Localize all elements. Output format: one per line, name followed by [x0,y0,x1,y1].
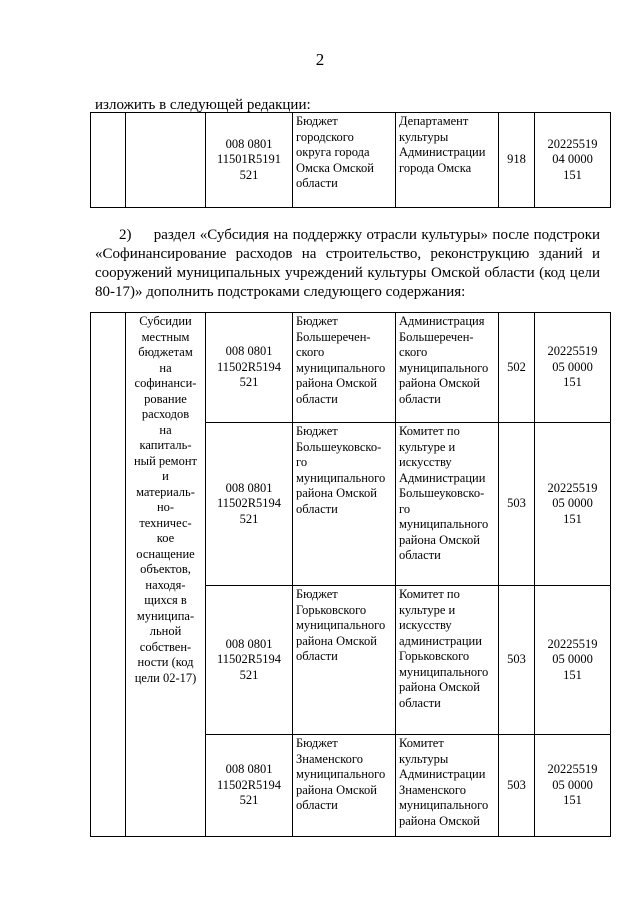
subsidy-label: Субсидии местным бюджетам на софинанси- рование расходов на капиталь- ный ремонт и материаль- но- техничес- кое оснащение объектов, находя- щихся в муниципа- льной собствен- ности (код цели 02-17) [126,313,206,837]
table-cell-budget: Бюджет Горьковского муниципального района Омской области [293,586,396,735]
table-cell-num: 503 [499,586,535,735]
table-cell-num: 918 [499,113,535,208]
paragraph-2 [95,226,600,302]
paragraph-text: раздел «Субсидия на поддержку отрасли культуры» после подстроки «Софинансирование расходов на строительство, реконструкцию зданий и сооружений муниципальных учреждений культуры Омской области (код цели 80-17)» дополнить подстроками следующего содержания: [95,227,601,300]
table-cell-num: 503 [499,423,535,586]
table-cell-admin: Комитет культуры Администрации Знаменского муниципального района Омской [396,735,499,837]
table-2 [90,312,611,837]
table-cell-index [91,313,126,837]
table-cell-budget: Бюджет Знаменского муниципального района Омской области [293,735,396,837]
table-cell-budget: Бюджет Большеуковско- го муниципального района Омской области [293,423,396,586]
table-cell-kbk: 20225519 04 0000 151 [535,113,611,208]
table-row [91,313,611,423]
table-cell-label [126,113,206,208]
table-cell-kbk: 20225519 05 0000 151 [535,586,611,735]
table-cell-code: 008 0801 11502R5194 521 [206,586,293,735]
table-cell-code: 008 0801 11502R5194 521 [206,423,293,586]
table-cell-kbk: 20225519 05 0000 151 [535,423,611,586]
table-1 [90,112,611,208]
table-cell-index [91,113,126,208]
table-cell-admin: Администрация Большеречен- ского муниципального района Омской области [396,313,499,423]
table-cell-kbk: 20225519 05 0000 151 [535,313,611,423]
table-cell-num: 503 [499,735,535,837]
intro-text: изложить в следующей редакции: [95,97,311,113]
table-cell-admin: Департамент культуры Администрации города Омска [396,113,499,208]
table-cell-code: 008 0801 11502R5194 521 [206,735,293,837]
table-cell-kbk: 20225519 05 0000 151 [535,735,611,837]
table-cell-budget: Бюджет Большеречен- ского муниципального района Омской области [293,313,396,423]
paragraph-number: 2) [119,227,132,243]
table-cell-budget: Бюджет городского округа города Омска Омской области [293,113,396,208]
table-cell-num: 502 [499,313,535,423]
page-number: 2 [315,50,325,69]
table-row [91,113,611,208]
table-cell-code: 008 0801 11502R5194 521 [206,313,293,423]
table-cell-admin: Комитет по культуре и искусству администрации Горьковского муниципального района Омской области [396,586,499,735]
table-cell-admin: Комитет по культуре и искусству Администрации Большеуковско- го муниципального района Омской области [396,423,499,586]
table-cell-code: 008 0801 11501R5191 521 [206,113,293,208]
